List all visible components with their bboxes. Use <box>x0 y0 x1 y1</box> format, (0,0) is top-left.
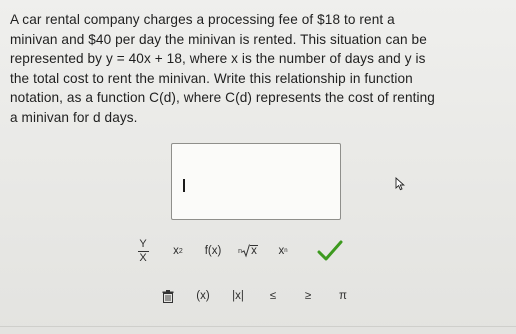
fraction-icon <box>138 239 149 264</box>
question-line: A car rental company charges a processing fee of $18 to rent a <box>10 12 395 27</box>
question-text <box>10 10 490 128</box>
root-index: n <box>238 247 243 255</box>
square-exponent: 2 <box>178 247 183 255</box>
nth-root-icon <box>238 244 258 258</box>
subscript-index: n <box>284 248 288 254</box>
square-base: x <box>173 245 179 257</box>
pi-button[interactable] <box>330 283 356 309</box>
question-line: notation, as a function C(d), where C(d) represents the cost of renting <box>10 90 435 106</box>
check-icon <box>317 240 343 262</box>
delete-button[interactable] <box>155 283 181 309</box>
question-line: minivan and $40 per day the minivan is rented. This situation can be <box>10 31 427 47</box>
function-label: f(x) <box>204 245 222 257</box>
question-line: represented by y = 40x + 18, where x is the number of days and y is <box>10 51 426 67</box>
absolute-value-label: |x| <box>232 290 244 302</box>
parentheses-button[interactable] <box>190 283 216 309</box>
fraction-top: Y <box>139 237 147 250</box>
absolute-value-button[interactable] <box>225 283 251 309</box>
pi-label: π <box>339 290 347 302</box>
greater-equal-button[interactable] <box>295 283 321 309</box>
subscript-base: x <box>278 245 285 257</box>
parentheses-label: (x) <box>196 290 210 302</box>
math-toolbar-row-1 <box>130 238 345 264</box>
greater-equal-label: ≥ <box>304 290 312 302</box>
nth-root-button[interactable] <box>235 238 261 264</box>
question-line: a minivan for d days. <box>10 109 138 125</box>
question-line: the total cost to rent the minivan. Write this relationship in function <box>10 70 413 86</box>
function-button[interactable] <box>200 238 226 264</box>
root-radicand: x <box>251 245 257 257</box>
trash-icon <box>162 290 174 303</box>
math-toolbar-row-2 <box>155 283 365 309</box>
divider <box>0 326 516 327</box>
mouse-pointer-icon <box>395 177 405 191</box>
subscript-button[interactable] <box>270 238 296 264</box>
square-button[interactable] <box>165 238 191 264</box>
radical-sign-icon <box>242 244 250 258</box>
fraction-bottom: X <box>139 251 147 264</box>
answer-input[interactable] <box>171 143 341 220</box>
text-caret <box>183 179 185 192</box>
check-button[interactable] <box>315 238 345 264</box>
fraction-button[interactable] <box>130 238 156 264</box>
less-equal-label: ≤ <box>269 290 277 302</box>
less-equal-button[interactable] <box>260 283 286 309</box>
